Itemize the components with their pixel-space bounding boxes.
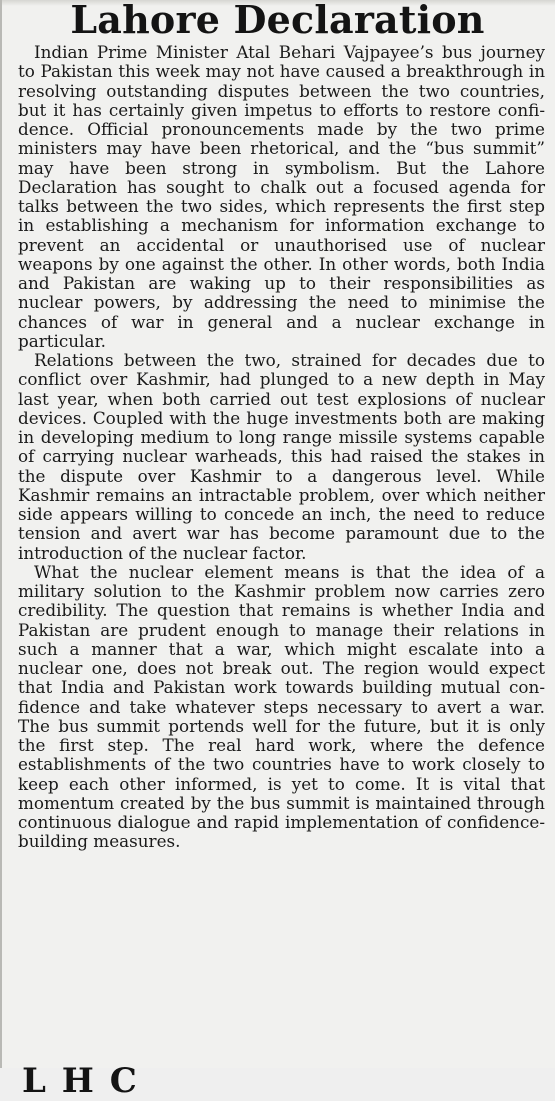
clipping-left-edge [0,0,2,1068]
article-paragraph-1: Indian Prime Minister Atal Behari Vajpayee’s bus journey to Pakistan this week may not have caused a breakthrough in resolving outstanding disputes between the two countries, but it has certainly given impetus to efforts to restore confidence. Official pronouncements made by the two prime ministers may have been rhetorical, and the “bus summit” may have been strong in symbolism. But the Lahore Declaration has sought to chalk out a focused agenda for talks between the two sides, which represents the first step in establishing a mechanism for information exchange to prevent an accidental or unauthorised use of nuclear weapons by one against the other. In other words, both India and Pakistan are waking up to their responsibilities as nuclear powers, by addressing the need to minimise the chances of war in general and a nuclear exchange in particular. [18,42,545,351]
article-paragraph-3: What the nuclear element means is that the idea of a military solution to the Kashmir problem now carries zero credibility. The question that remains is whether India and Pakistan are prudent enough to manage their relations in such a manner that a war, which might escalate into a nuclear one, does not break out. The region would expect that India and Pakistan work towards building mutual confidence and take whatever steps necessary to avert a war. The bus summit portends well for the future, but it is only the first step. The real hard work, where the defence establishments of the two countries have to work closely to keep each other informed, is yet to come. It is vital that momentum created by the bus summit is maintained through continuous dialogue and rapid implementation of confidence-building measures. [18,561,545,852]
article-headline: Lahore Declaration [70,0,485,42]
article-body [18,43,545,852]
next-headline-fragment: L H C [22,1061,139,1101]
next-article-headline-cutoff [0,1060,555,1101]
article-paragraph-2: Relations between the two, strained for decades due to conflict over Kashmir, had plunged to a new depth in May last year, when both carried out test explosions of nuclear devices. Coupled with the huge investments both are making in developing medium to long range missile systems capable of carrying nuclear warheads, this had raised the stakes in the dispute over Kashmir to a dangerous level. While Kashmir remains an intractable problem, over which neither side appears willing to concede an inch, the need to reduce tension and avert war has become paramount due to the introduction of the nuclear factor. [18,350,545,563]
